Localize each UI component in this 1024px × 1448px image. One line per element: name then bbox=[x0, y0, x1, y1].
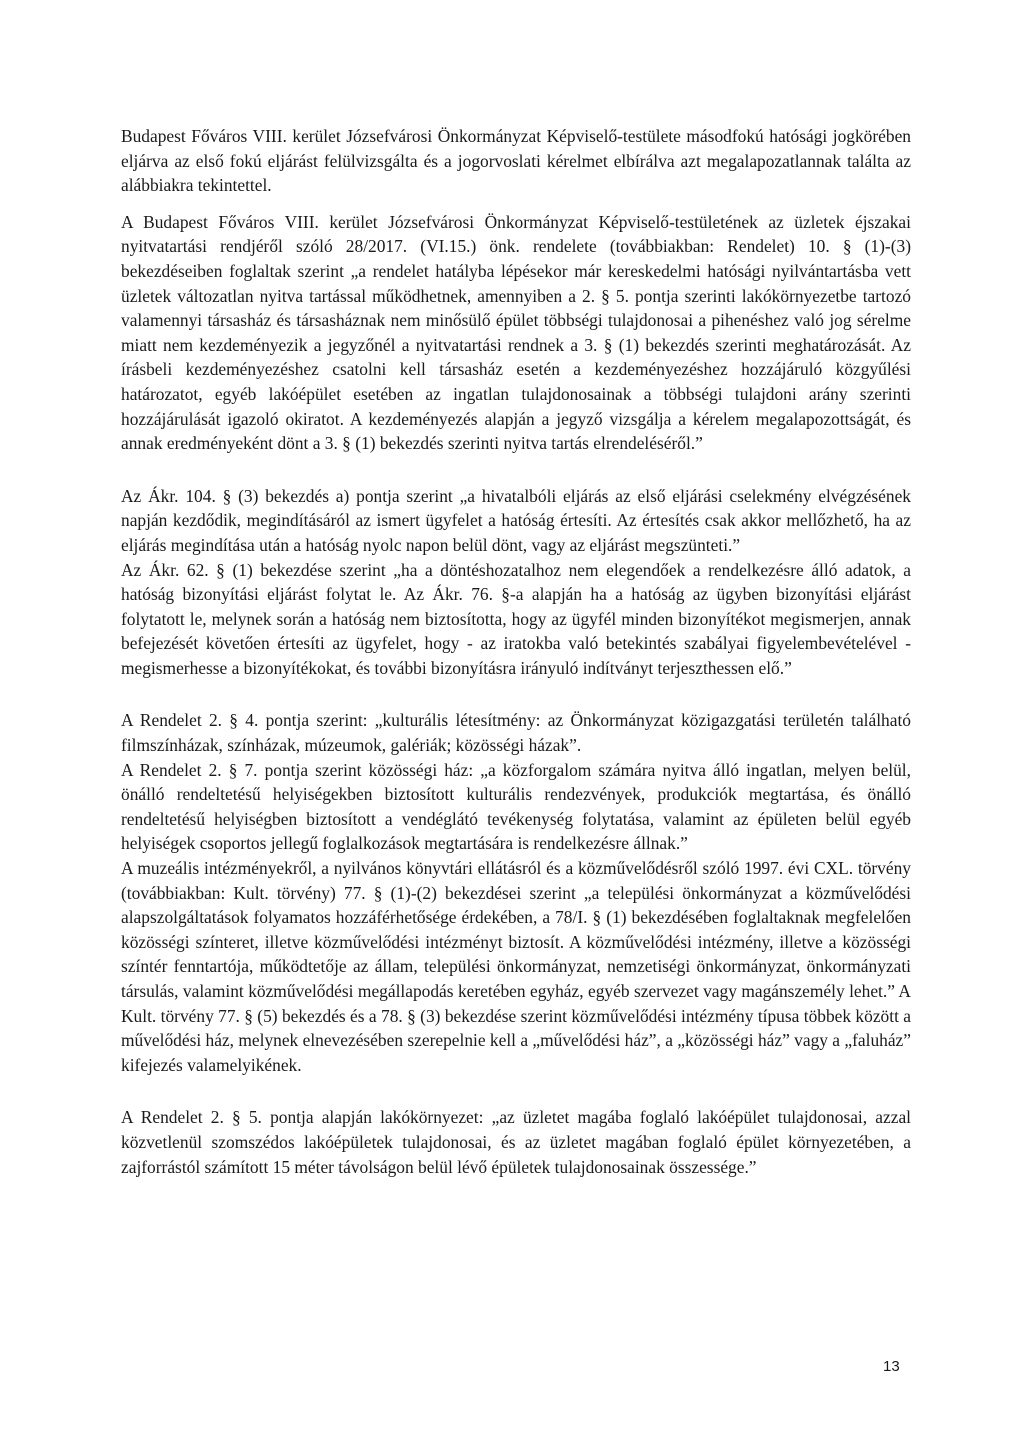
paragraph-decision-intro: Budapest Főváros VIII. kerület Józsefvárosi Önkormányzat Képviselő-testülete másodfokú hatósági jogkörében eljárva az első fokú eljárást felülvizsgálta és a jogorvoslati kérelmet elbírálva azt megalapozatlannak találta az alábbiakra tekintettel. bbox=[121, 126, 911, 196]
paragraph-akr-104: Az Ákr. 104. § (3) bekezdés a) pontja szerint „a hivatalbóli eljárás az első eljárási cselekmény elvégzésének napján kezdődik, megindításáról az ismert ügyfelet a hatóság értesíti. Az értesítés csak akkor mellőzhető, ha az eljárás megindítása után a hatóság nyolc napon belül dönt, vagy az eljárást megszünteti.” bbox=[121, 485, 911, 555]
paragraph-akr-62: Az Ákr. 62. § (1) bekezdése szerint „ha a döntéshozatalhoz nem elegendőek a rendelkezésre álló adatok, a hatóság bizonyítási eljárást folytat le. Az Ákr. 76. §-a alapján ha a hatóság az ügyben bizonyítási eljárást folytatott le, melynek során a hatóság nem biztosította, hogy az ügyfél minden bizonyítékot megismerjen, annak befejezését követően értesíti az ügyfelet, hogy - az iratokba való betekintés szabályai figyelembevételével - megismerhesse a bizonyítékokat, és további bizonyításra irányuló indítványt terjeszthessen elő.” bbox=[121, 559, 911, 678]
paragraph-rendelet-2-5: A Rendelet 2. § 5. pontja alapján lakókörnyezet: „az üzletet magába foglaló lakóépület tulajdonosai, azzal közvetlenül szomszédos lakóépületek tulajdonosai, és az üzletet magában foglaló épület környezetében, a zajforrástól számított 15 méter távolságon belül lévő épületek tulajdonosainak összessége.” bbox=[121, 1107, 911, 1177]
document-body bbox=[121, 124, 911, 1179]
paragraph-rendelet-2-7: A Rendelet 2. § 7. pontja szerint közösségi ház: „a közforgalom számára nyitva álló ingatlan, melyen belül, önálló rendeltetésű helyiségekben biztosított kulturális rendezvények, produkciók megtartása, és önálló rendeltetésű helyiségben biztosított a vendéglátó tevékenység folytatása, valamint az épületen belül egyéb helyiségek csoportos jellegű foglalkozások megtartására is rendelkezésre állnak.” bbox=[121, 759, 911, 854]
paragraph-rendelet-2-4: A Rendelet 2. § 4. pontja szerint: „kulturális létesítmény: az Önkormányzat közigazgatási területén található filmszínházak, színházak, múzeumok, galériák; közösségi házak”. bbox=[121, 710, 911, 756]
paragraph-kult-torveny: A muzeális intézményekről, a nyilvános könyvtári ellátásról és a közművelődésről szóló 1997. évi CXL. törvény (továbbiakban: Kult. törvény) 77. § (1)-(2) bekezdései szerint „a települési önkormányzat a közművelődési alapszolgáltatások folyamatos hozzáférhetősége érdekében, a 78/I. § (1) bekezdésében foglaltaknak megfelelően közösségi színteret, illetve közművelődési intézményt biztosít. A közművelődési intézmény, illetve a közösségi színtér fenntartója, működtetője az állam, települési önkormányzat, nemzetiségi önkormányzat, önkormányzati társulás, valamint közművelődési megállapodás keretében egyház, egyéb szervezet vagy magánszemély lehet.” A Kult. törvény 77. § (5) bekezdés és a 78. § (3) bekezdése szerint közművelődési intézmény típusa többek között a művelődési ház, melynek elnevezésében szerepelnie kell a „művelődési ház”, a „közösségi ház” vagy a „faluház” kifejezés valamelyikének. bbox=[121, 858, 911, 1075]
paragraph-rendelet-10: A Budapest Főváros VIII. kerület Józsefvárosi Önkormányzat Képviselő-testületének az üzletek éjszakai nyitvatartási rendjéről szóló 28/2017. (VI.15.) önk. rendelete (továbbiakban: Rendelet) 10. § (1)-(3) bekezdéseiben foglaltak szerint „a rendelet hatályba lépésekor már kereskedelmi hatósági nyilvántartásba vett üzletek változatlan nyitva tartással működhetnek, amennyiben a 2. § 5. pontja szerinti lakókörnyezetbe tartozó valamennyi társasház és társasháznak nem minősülő épület többségi tulajdonosai a pihenéshez való jog sérelme miatt nem kezdeményezik a jegyzőnél a nyitvatartási rendnek a 3. § (1) bekezdés szerinti meghatározását. Az írásbeli kezdeményezéshez csatolni kell társasház esetén a kezdeményezéshez hozzájáruló közgyűlési határozatot, egyéb lakóépület esetében az ingatlan tulajdonosainak a többségi tulajdoni arány szerinti hozzájárulását igazoló okiratot. A kezdeményezés alapján a jegyző vizsgálja a kérelem megalapozottságát, és annak eredményeként dönt a 3. § (1) bekezdés szerinti nyitva tartás elrendeléséről.” bbox=[121, 211, 911, 454]
page-number: 13 bbox=[883, 1358, 900, 1375]
